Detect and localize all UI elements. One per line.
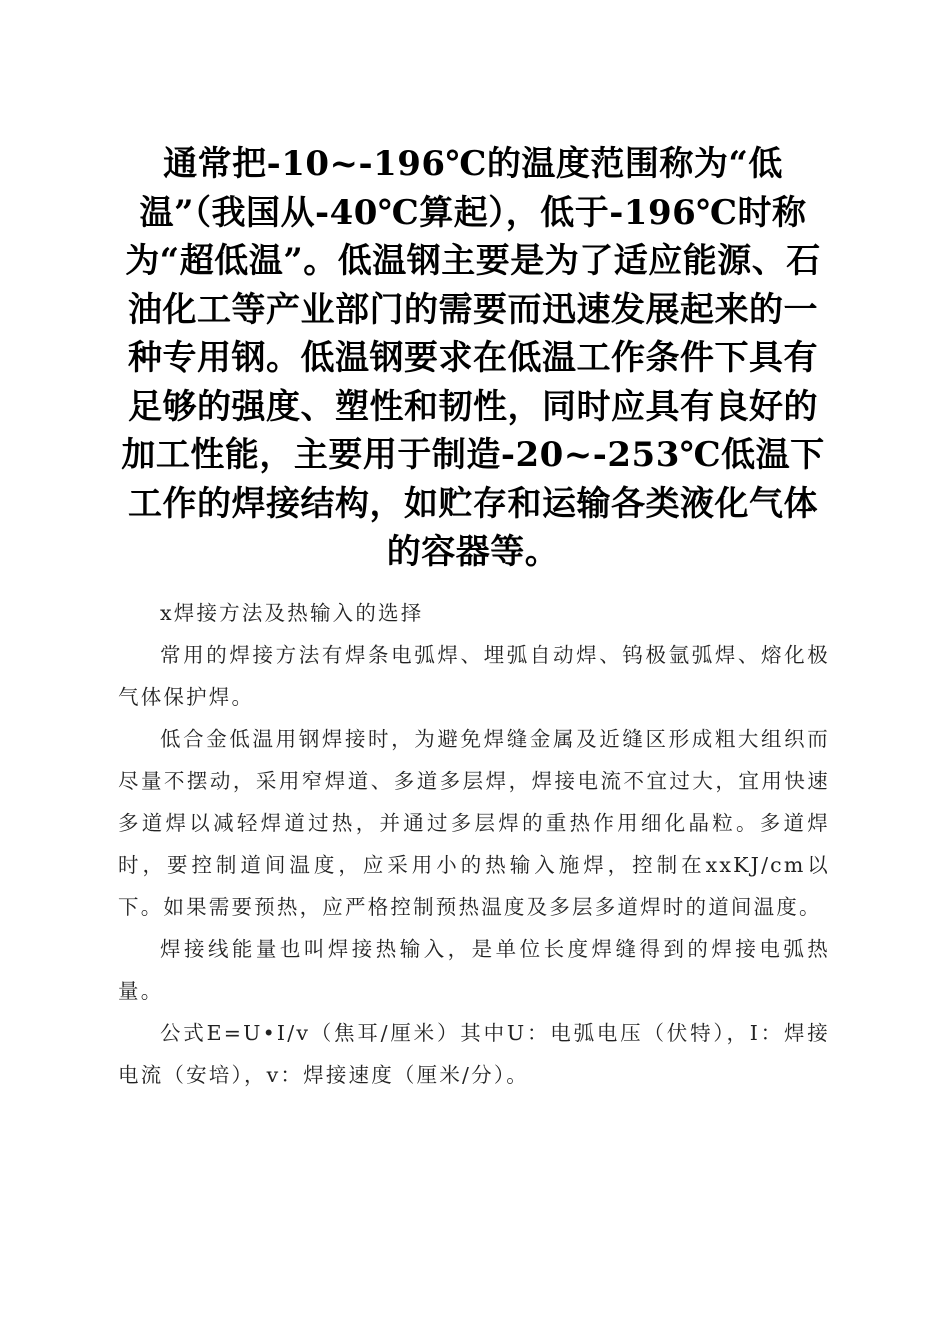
intro-bold-paragraph: 通常把-10~-196℃的温度范围称为“低温”（我国从-40℃算起），低于-196℃时称为“超低温”。低温钢主要是为了适应能源、石油化工等产业部门的需要而迅速发展起来的一种专用钢。低温钢要求在低温工作条件下具有足够的强度、塑性和韧性，同时应具有良好的加工性能，主要用于制造-20~-253℃低温下工作的焊接结构，如贮存和运输各类液化气体的容器等。 <box>121 144 825 572</box>
paragraph-heat-input-definition: 焊接线能量也叫焊接热输入，是单位长度焊缝得到的焊接电弧热量。 <box>118 937 830 1003</box>
paragraph-low-alloy-welding: 低合金低温用钢焊接时，为避免焊缝金属及近缝区形成粗大组织而尽量不摆动，采用窄焊道、多道多层焊，焊接电流不宜过大，宜用快速多道焊以减轻焊道过热，并通过多层焊的重热作用细化晶粒。多道焊时，要控制道间温度，应采用小的热输入施焊，控制在xxKJ/cm以下。如果需要预热，应严格控制预热温度及多层多道焊时的道间温度。 <box>118 727 830 919</box>
paragraph-welding-methods: 常用的焊接方法有焊条电弧焊、埋弧自动焊、钨极氩弧焊、熔化极气体保护焊。 <box>118 643 830 709</box>
section-heading: x焊接方法及热输入的选择 <box>160 601 424 625</box>
paragraph-formula: 公式E=U•I/v（焦耳/厘米）其中U：电弧电压（伏特），I：焊接电流（安培），v：焊接速度（厘米/分）。 <box>118 1021 830 1087</box>
body-text <box>118 592 830 1096</box>
